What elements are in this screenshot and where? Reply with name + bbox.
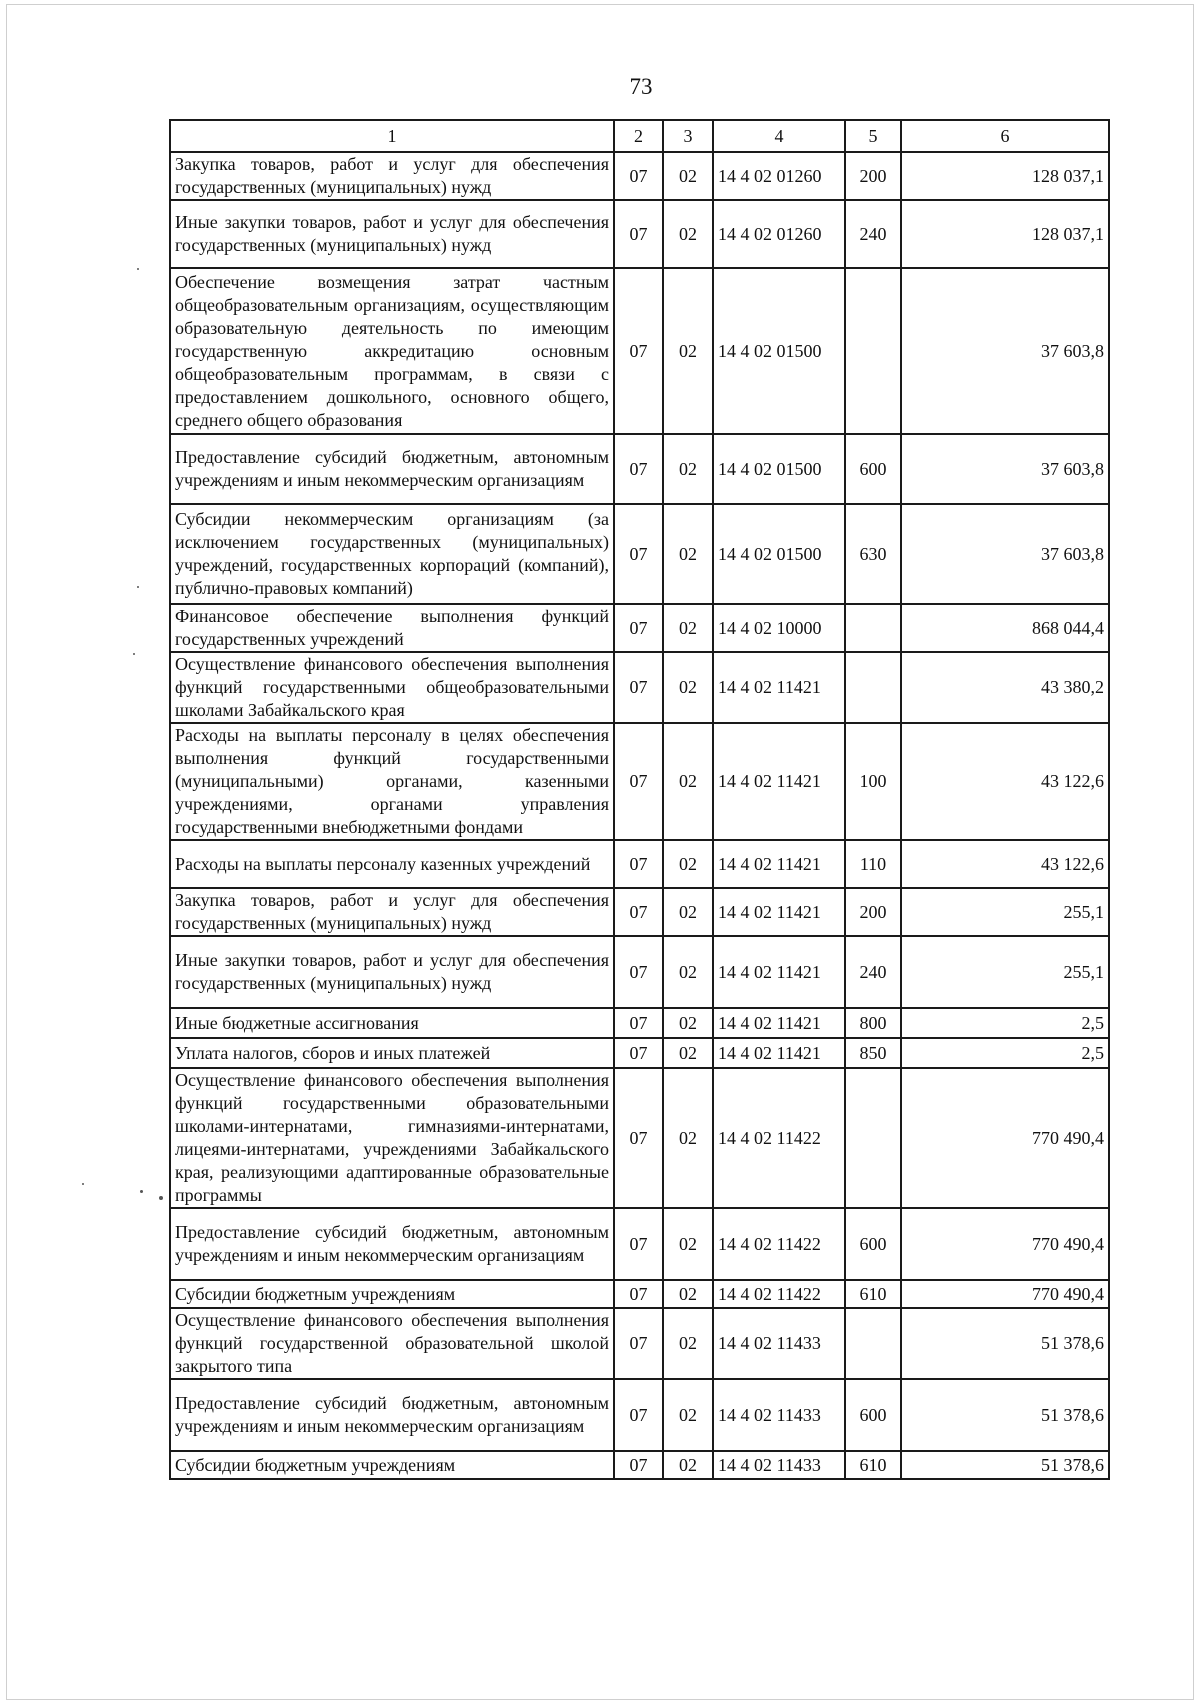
- row-subsection-cell: 02: [663, 200, 713, 268]
- header-col-4: 4: [713, 120, 845, 152]
- page-number: 73: [629, 74, 653, 99]
- row-section-cell: 07: [614, 268, 663, 434]
- row-amount-cell: 2,5: [901, 1008, 1109, 1038]
- row-name-cell: Иные закупки товаров, работ и услуг для обеспечения государственных (муниципальных) нужд: [170, 936, 614, 1008]
- row-subsection-cell: 02: [663, 1379, 713, 1451]
- table-row: [170, 936, 1109, 1008]
- row-section-cell: 07: [614, 723, 663, 840]
- row-section-cell: 07: [614, 200, 663, 268]
- row-code-cell: 14 4 02 11433: [713, 1451, 845, 1479]
- row-section-cell: 07: [614, 1308, 663, 1379]
- row-type-cell: [845, 652, 901, 723]
- row-code-cell: 14 4 02 11421: [713, 1008, 845, 1038]
- table-row: [170, 604, 1109, 652]
- row-section-cell: 07: [614, 1280, 663, 1308]
- row-amount-cell: 37 603,8: [901, 434, 1109, 504]
- row-section-cell: 07: [614, 434, 663, 504]
- row-name-cell: Субсидии некоммерческим организациям (за исключением государственных (муниципальных) учреждений, государственных корпораций (компаний), публично-правовых компаний): [170, 504, 614, 604]
- row-section-cell: 07: [614, 1038, 663, 1068]
- row-code-cell: 14 4 02 01500: [713, 434, 845, 504]
- scan-speck: [159, 1196, 163, 1200]
- row-code-cell: 14 4 02 01500: [713, 504, 845, 604]
- table-row: [170, 152, 1109, 200]
- row-name-cell: Осуществление финансового обеспечения выполнения функций государственными общеобразовательными школами Забайкальского края: [170, 652, 614, 723]
- row-subsection-cell: 02: [663, 434, 713, 504]
- row-code-cell: 14 4 02 10000: [713, 604, 845, 652]
- header-col-2: 2: [614, 120, 663, 152]
- table-row: [170, 652, 1109, 723]
- row-subsection-cell: 02: [663, 1068, 713, 1208]
- row-amount-cell: 128 037,1: [901, 200, 1109, 268]
- scan-speck: [137, 268, 139, 270]
- row-amount-cell: 43 122,6: [901, 840, 1109, 888]
- row-type-cell: 200: [845, 152, 901, 200]
- row-type-cell: 600: [845, 1379, 901, 1451]
- row-amount-cell: 868 044,4: [901, 604, 1109, 652]
- row-name-cell: Предоставление субсидий бюджетным, автономным учреждениям и иным некоммерческим организациям: [170, 1208, 614, 1280]
- row-name-cell: Закупка товаров, работ и услуг для обеспечения государственных (муниципальных) нужд: [170, 152, 614, 200]
- header-col-6: 6: [901, 120, 1109, 152]
- table-row: [170, 840, 1109, 888]
- row-code-cell: 14 4 02 01500: [713, 268, 845, 434]
- row-name-cell: Расходы на выплаты персоналу казенных учреждений: [170, 840, 614, 888]
- scan-speck: [137, 586, 139, 588]
- row-amount-cell: 43 122,6: [901, 723, 1109, 840]
- row-amount-cell: 770 490,4: [901, 1280, 1109, 1308]
- row-type-cell: 600: [845, 434, 901, 504]
- row-name-cell: Закупка товаров, работ и услуг для обеспечения государственных (муниципальных) нужд: [170, 888, 614, 936]
- row-amount-cell: 128 037,1: [901, 152, 1109, 200]
- table-row: [170, 434, 1109, 504]
- table-body: [170, 152, 1109, 1479]
- row-type-cell: [845, 1068, 901, 1208]
- scan-speck: [140, 1190, 143, 1193]
- row-subsection-cell: 02: [663, 840, 713, 888]
- row-name-cell: Осуществление финансового обеспечения выполнения функций государственными образовательными школами-интернатами, гимназиями-интернатами, лицеями-интернатами, учреждениями Забайкальского края, реализующими адаптированные образовательные программы: [170, 1068, 614, 1208]
- row-amount-cell: 37 603,8: [901, 504, 1109, 604]
- row-amount-cell: 770 490,4: [901, 1068, 1109, 1208]
- row-type-cell: 240: [845, 936, 901, 1008]
- row-subsection-cell: 02: [663, 504, 713, 604]
- row-code-cell: 14 4 02 11421: [713, 936, 845, 1008]
- row-type-cell: 630: [845, 504, 901, 604]
- row-amount-cell: 43 380,2: [901, 652, 1109, 723]
- row-code-cell: 14 4 02 11421: [713, 723, 845, 840]
- row-type-cell: [845, 268, 901, 434]
- row-name-cell: Финансовое обеспечение выполнения функций государственных учреждений: [170, 604, 614, 652]
- row-subsection-cell: 02: [663, 1308, 713, 1379]
- table-row: [170, 504, 1109, 604]
- row-name-cell: Уплата налогов, сборов и иных платежей: [170, 1038, 614, 1068]
- row-code-cell: 14 4 02 11433: [713, 1379, 845, 1451]
- row-section-cell: 07: [614, 888, 663, 936]
- row-subsection-cell: 02: [663, 1008, 713, 1038]
- row-section-cell: 07: [614, 1068, 663, 1208]
- row-subsection-cell: 02: [663, 936, 713, 1008]
- scan-speck: [133, 653, 135, 655]
- row-code-cell: 14 4 02 01260: [713, 152, 845, 200]
- row-name-cell: Субсидии бюджетным учреждениям: [170, 1451, 614, 1479]
- row-amount-cell: 51 378,6: [901, 1451, 1109, 1479]
- table-header: [170, 120, 1109, 152]
- row-amount-cell: 770 490,4: [901, 1208, 1109, 1280]
- table-row: [170, 723, 1109, 840]
- row-name-cell: Осуществление финансового обеспечения выполнения функций государственной образовательной школой закрытого типа: [170, 1308, 614, 1379]
- row-section-cell: 07: [614, 652, 663, 723]
- row-type-cell: 110: [845, 840, 901, 888]
- row-type-cell: 240: [845, 200, 901, 268]
- row-subsection-cell: 02: [663, 1208, 713, 1280]
- row-type-cell: 610: [845, 1451, 901, 1479]
- row-name-cell: Иные закупки товаров, работ и услуг для обеспечения государственных (муниципальных) нужд: [170, 200, 614, 268]
- scan-speck: [82, 1183, 84, 1185]
- table-row: [170, 1280, 1109, 1308]
- header-col-1: 1: [170, 120, 614, 152]
- row-subsection-cell: 02: [663, 268, 713, 434]
- budget-table: [169, 119, 1110, 1480]
- row-section-cell: 07: [614, 840, 663, 888]
- row-section-cell: 07: [614, 1451, 663, 1479]
- row-subsection-cell: 02: [663, 723, 713, 840]
- row-name-cell: Иные бюджетные ассигнования: [170, 1008, 614, 1038]
- row-section-cell: 07: [614, 936, 663, 1008]
- table-row: [170, 888, 1109, 936]
- row-code-cell: 14 4 02 11422: [713, 1280, 845, 1308]
- table-row: [170, 1008, 1109, 1038]
- table-row: [170, 1308, 1109, 1379]
- row-name-cell: Предоставление субсидий бюджетным, автономным учреждениям и иным некоммерческим организациям: [170, 434, 614, 504]
- row-section-cell: 07: [614, 504, 663, 604]
- header-col-5: 5: [845, 120, 901, 152]
- row-name-cell: Субсидии бюджетным учреждениям: [170, 1280, 614, 1308]
- row-code-cell: 14 4 02 11422: [713, 1068, 845, 1208]
- row-type-cell: 200: [845, 888, 901, 936]
- row-section-cell: 07: [614, 604, 663, 652]
- row-amount-cell: 255,1: [901, 936, 1109, 1008]
- row-type-cell: 800: [845, 1008, 901, 1038]
- row-code-cell: 14 4 02 11421: [713, 888, 845, 936]
- table-row: [170, 200, 1109, 268]
- row-code-cell: 14 4 02 11422: [713, 1208, 845, 1280]
- row-amount-cell: 51 378,6: [901, 1308, 1109, 1379]
- table-row: [170, 1068, 1109, 1208]
- row-subsection-cell: 02: [663, 1451, 713, 1479]
- row-subsection-cell: 02: [663, 888, 713, 936]
- row-code-cell: 14 4 02 01260: [713, 200, 845, 268]
- row-name-cell: Расходы на выплаты персоналу в целях обеспечения выполнения функций государственными (муниципальными) органами, казенными учреждениями, органами управления государственными внебюджетными фондами: [170, 723, 614, 840]
- row-section-cell: 07: [614, 1008, 663, 1038]
- row-type-cell: 100: [845, 723, 901, 840]
- row-code-cell: 14 4 02 11421: [713, 840, 845, 888]
- row-section-cell: 07: [614, 152, 663, 200]
- table-row: [170, 1038, 1109, 1068]
- row-code-cell: 14 4 02 11421: [713, 652, 845, 723]
- row-section-cell: 07: [614, 1379, 663, 1451]
- row-subsection-cell: 02: [663, 1280, 713, 1308]
- row-type-cell: [845, 1308, 901, 1379]
- header-row: [170, 120, 1109, 152]
- header-col-3: 3: [663, 120, 713, 152]
- table-row: [170, 268, 1109, 434]
- table-row: [170, 1379, 1109, 1451]
- row-amount-cell: 255,1: [901, 888, 1109, 936]
- row-type-cell: 850: [845, 1038, 901, 1068]
- row-type-cell: 610: [845, 1280, 901, 1308]
- row-amount-cell: 2,5: [901, 1038, 1109, 1068]
- row-subsection-cell: 02: [663, 1038, 713, 1068]
- row-name-cell: Предоставление субсидий бюджетным, автономным учреждениям и иным некоммерческим организациям: [170, 1379, 614, 1451]
- row-code-cell: 14 4 02 11433: [713, 1308, 845, 1379]
- row-type-cell: 600: [845, 1208, 901, 1280]
- row-subsection-cell: 02: [663, 152, 713, 200]
- row-section-cell: 07: [614, 1208, 663, 1280]
- row-amount-cell: 37 603,8: [901, 268, 1109, 434]
- row-code-cell: 14 4 02 11421: [713, 1038, 845, 1068]
- row-amount-cell: 51 378,6: [901, 1379, 1109, 1451]
- row-name-cell: Обеспечение возмещения затрат частным общеобразовательным организациям, осуществляющим образовательную деятельность по имеющим государственную аккредитацию основным общеобразовательным программам, в связи с предоставлением дошкольного, основного общего, среднего общего образования: [170, 268, 614, 434]
- row-subsection-cell: 02: [663, 604, 713, 652]
- table-row: [170, 1451, 1109, 1479]
- row-subsection-cell: 02: [663, 652, 713, 723]
- row-type-cell: [845, 604, 901, 652]
- table-row: [170, 1208, 1109, 1280]
